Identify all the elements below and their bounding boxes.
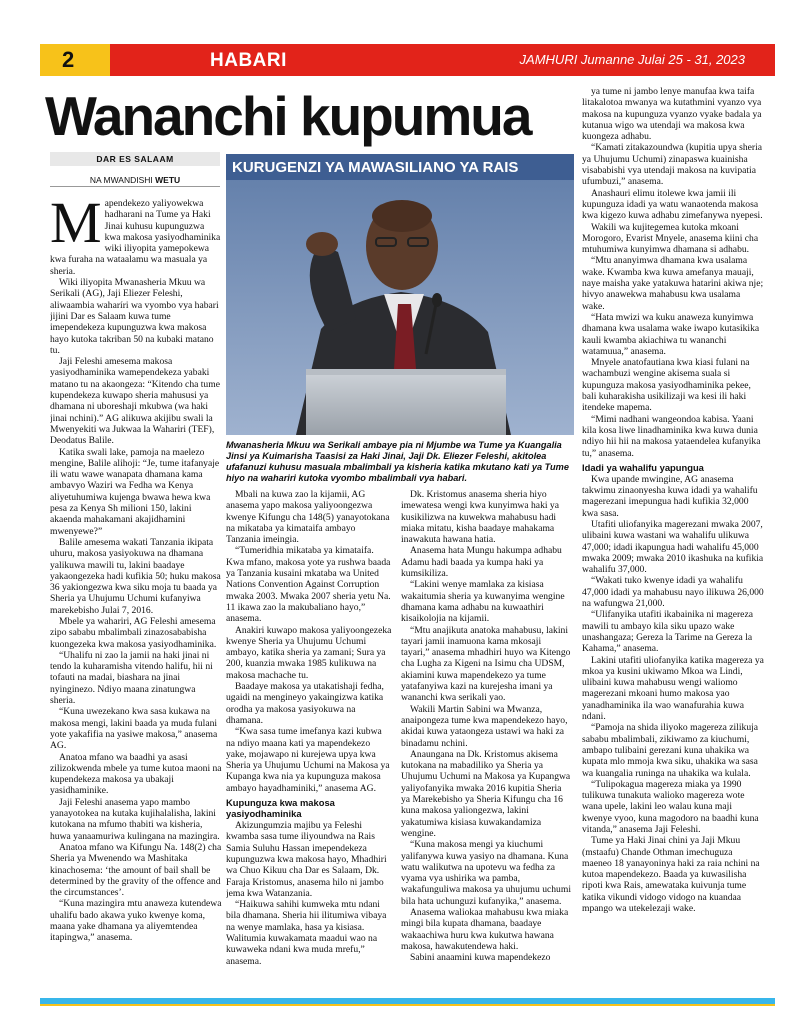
paragraph: “Kuna uwezekano kwa sasa kukawa na makosa mengi, lakini baada ya muda fulani yote yakafifia na yasiwe makosa,” anasema AG.	[50, 706, 218, 752]
column-2-body	[226, 489, 392, 794]
column-2-body-b	[226, 820, 392, 967]
section-title: HABARI	[210, 50, 287, 71]
paragraph: “Wakati tuko kwenye idadi ya wahalifu 47,000 idadi ya mahabusu nayo ilikuwa 26,000 na wafungwa 21,000.	[582, 575, 764, 610]
paragraph: Tume ya Haki Jinai chini ya Jaji Mkuu (mstaafu) Chande Othman imechuguza maeneo 18 yanayoninya haki za raia nchini na kutoa mapendekezo. Baada ya kuwasilisha ripoti kwa Rais, amewataka kuivunja tume katika vikundi vidogo vidogo na kuandaa mpango wa utekelezaji wake.	[582, 835, 760, 915]
column-1-body	[50, 198, 222, 944]
paragraph: “Haikuwa sahihi kumweka mtu ndani bila dhamana. Sheria hii ilitumiwa vibaya na wenye mamlaka, hasa ya kisiasa. Walitumia kuwakamata maadui wao na kuwaweka ndani kwa muda mrefu,” anasema.	[226, 899, 387, 967]
page-number-box	[40, 44, 110, 76]
paragraph: “Kuna mazingira mtu anaweza kutendewa uhalifu bado akawa yuko kwenye koma, maana yake dhamana ya aliyemtendea itapingwa,” anasema.	[50, 898, 222, 944]
paragraph: ya tume ni jambo lenye manufaa kwa taifa litakalotoa mwanya wa kutathmini vyanzo vya makosa na kupunguza vyanzo vyake badala ya kutanua wigo wa utendaji wa makosa kwa kuongeza adhabu.	[582, 86, 762, 143]
paragraph: “Pamoja na shida iliyoko magereza zilikuja sababu mbalimbali, zikiwamo za kiuchumi, ambapo tulibaini gerezani kuna uhakika wa kupata mlo mmoja kwa siku, uhakika wa sasa wa kuangalia runinga na uhakika wa kulala.	[582, 722, 759, 779]
byline-prefix: NA MWANDISHI	[89, 175, 156, 185]
paragraph: “Uhalifu ni zao la jamii na haki jinai ni tendo la kuharamisha vitendo halifu, hii ni tofauti na madai, biashara na jinai nyinginezo. Ndiyo maana zinatungwa sheria.	[50, 649, 213, 707]
backdrop-text: KURUGENZI YA MAWASILIANO YA RAIS	[232, 159, 519, 176]
paragraph: Lakini utafiti uliofanyika katika magereza ya mkoa ya kusini ukiwamo Mkoa wa Lindi, ulibaini kuwa mahabusu wengi waliomo magerezani mkoani humo makosa yao yanadhaminika ila wao wanafurahia kuwa ndani.	[582, 654, 764, 723]
paragraph: “Kwa sasa tume imefanya kazi kubwa na ndiyo maana kati ya mapendekezo yake, mojawapo ni kurejewa upya kwa Sheria ya Uhujumu Uchumi na Makosa ya Kupanga kwa nia ya kupunguza makosa ambayo hayadhaminiki,” anasema AG.	[226, 726, 390, 794]
paragraph: Utafiti uliofanyika magerezani mwaka 2007, ulibaini kuwa wastani wa wahalifu ulikuwa 47,000; idadi ikapungua hadi wahalifu 45,000 mwaka 2009; mwaka 2010 ikashuka na kufikia wahalifu 37,000.	[582, 518, 764, 576]
paragraph: “Tulipokagua magereza miaka ya 1990 tulikuwa tunakuta walioko magereza wote wana upele, lakini leo walau kuna maji kwenye vyoo, kuna magodoro na baadhi kuna vitanda,” anasema Jaji Feleshi.	[582, 778, 759, 835]
paragraph: “Mtu anajikuta anatoka mahabusu, lakini tayari jamii inamuona kama mkosaji tayari,” anasema mhadhiri huyo wa Kitengo cha Lugha za Kigeni na Isimu cha UDSM, akiamini kuwa mapendekezo ya tume yatafanyiwa kazi na kurejesha imani ya wananchi kwa serikali yao.	[401, 624, 571, 704]
byline	[50, 175, 220, 185]
paragraph: Akizungumzia majibu ya Feleshi kwamba sasa tume iliyoundwa na Rais Samia Suluhu Hassan imependekeza kupunguzwa kwa makosa hayo, Mhadhiri wa Chuo Kikuu cha Dar es Salaam, Dk. Faraja Kristomus, anasema hilo ni jambo jema kwa Watanzania.	[226, 820, 387, 899]
paragraph: Mnyele anatofautiana kwa kiasi fulani na wachambuzi wengine akisema suala si kupunguza makosa yasiyodhaminika pekee, bali kuharakisha usikilizaji wa kesi ili haki itendeke mapema.	[582, 357, 751, 414]
paragraph: Jaji Feleshi anasema yapo mambo yanayotokea na kutaka kujihalalisha, lakini kutokana na mfumo thabiti wa kisheria, huwa yanaamuriwa kulingana na mazingira.	[50, 796, 220, 842]
paragraph: Jaji Feleshi amesema makosa yasiyodhaminika wamependekeza yabaki matano tu na akaongeza: “Kitendo cha tume kupendekeza kuwapo sheria mahususi ya dhamana ni uboreshaji mkubwa (wa haki jinai nchini).” AG alikuwa akijibu swali la Mwenyekiti wa Jukwaa la Wahariri (TEF), Deodatus Balile.	[50, 356, 220, 447]
article-column-1	[50, 198, 222, 994]
paragraph: Dk. Kristomus anasema sheria hiyo imewatesa wengi kwa kunyimwa haki ya kusikilizwa na kuwekwa mahabusu hadi miaka mitatu, kisha baadaye mahakama inawakuta hawana hatia.	[401, 489, 559, 546]
footer-band-accent	[40, 1004, 775, 1006]
drop-cap: M	[50, 198, 102, 255]
page-number: 2	[62, 47, 75, 72]
byline-name: WETU	[155, 175, 181, 185]
paragraph: Wakili wa kujitegemea kutoka mkoani Morogoro, Evarist Mnyele, anasema kiini cha mtuhumiwa kunyimwa dhamana si adhabu.	[582, 221, 759, 256]
paper-date: JAMHURI Jumanne Julai 25 - 31, 2023	[519, 52, 745, 67]
section-band	[110, 44, 775, 76]
headline: Wananchi kupumua	[45, 85, 531, 147]
paragraph: Anatoa mfano wa Kifungu Na. 148(2) cha Sheria ya Mwenendo wa Mashitaka kinachosema: ‘the amount of bail shall be determined by the gravity of the offence and the circumstances’.	[50, 841, 222, 899]
article-column-2	[226, 489, 392, 994]
paragraph: “Lakini wenye mamlaka za kisiasa wakaitumia sheria ya kuwanyima wengine dhamana kama adhabu na kuwaathiri kisaikolojia na kijamii.	[401, 579, 565, 625]
speaker-photo-illustration	[226, 154, 574, 435]
subhead-kupunguza: Kupunguza kwa makosa yasiyodhaminika	[226, 797, 335, 820]
paragraph: Katika swali lake, pamoja na maelezo mengine, Balile alihoji: “Je, tume itafanyaje ili watu wawe wanapata dhamana kama ambavyo Waziri wa Fedha wa Kenya aliyetuhumiwa kujenga bwawa hewa kwa pesa za Kenya Sh milioni 150, lakini akaenda mahakamani akajidhamini mwenyewe?”	[50, 446, 220, 537]
subhead-idadi: Idadi ya wahalifu yapungua	[582, 461, 704, 473]
paragraph: “Kuna makosa mengi ya kiuchumi yalifanywa kuwa yasiyo na dhamana. Kuna watu walikutwa na upotevu wa fedha za vyama vya ushirika wa pamba, wakafunguliwa makosa ya uhujumu uchumi bila hata uchunguzi kufanyika,” anasema.	[401, 839, 571, 907]
paragraph: apendekezo yaliyowekwa hadharani na Tume ya Haki Jinai kuhusu kupunguzwa kwa makosa yasiyodhaminika wiki iliyopita yamepokewa kwa furaha na wataalamu wa masuala ya sheria.	[50, 198, 221, 277]
paragraph: Wiki iliyopita Mwanasheria Mkuu wa Serikali (AG), Jaji Eliezer Feleshi, aliwaambia waharíri wa vyombo vya habari jijini Dar es Salaam kuwa tume imependekeza kupunguzwa kwa makosa hayo kutoka takriban 50 na kubaki matano tu.	[50, 277, 219, 356]
page-header	[40, 44, 775, 76]
paragraph: Anashauri elimu itolewe kwa jamii ili kupunguza idadi ya watu wanaotenda makosa kwa kigezo kuwa adhabu zimefanywa nyepesi.	[582, 187, 763, 222]
column-3-body	[401, 489, 571, 963]
article-column-3	[401, 489, 571, 994]
dateline: DAR ES SALAAM	[50, 152, 220, 166]
column-4-body	[582, 86, 764, 459]
paragraph: Anaungana na Dk. Kristomus akisema kutokana na mabadiliko ya Sheria ya Uhujumu Uchumi na Makosa ya Kupangwa yaliyofanyika mwaka 2016 kupitia Sheria ya Marekebisho ya Sheria Kifungu cha 16 kuna makosa yaliongezwa, lakini yakatumiwa kisiasa kuwakandamiza wengine.	[401, 748, 571, 839]
paragraph: “Mimi nadhani wangeondoa kabisa. Yaani kila kosa liwe linadhaminika kwa kuwa dunia ndiyo hii hii na makosa yataendelea kufanyika tu,” anasema.	[582, 413, 761, 459]
paragraph: “Kamati zitakazoundwa (kupitia upya sheria ya Uhujumu Uchumi) zinapaswa kuainisha visababishi vya utendaji makosa na kuvipatia ufumbuzi,” anasema.	[582, 142, 763, 188]
paragraph: Anakiri kuwapo makosa yaliyoongezeka kwenye Sheria ya Uhujumu Uchumi ambayo, katika sheria ya zamani; Sura ya 200, kuanzia mwaka 1985 kulikuwa na makosa machache tu.	[226, 624, 392, 681]
paragraph: Anatoa mfano wa baadhi ya asasi zilizokwenda mbele ya tume kutoa maoni na kupendekeza makosa ya ubakaji yasidhaminike.	[50, 751, 222, 797]
paragraph: “Mtu ananyimwa dhamana kwa usalama wake. Kwamba kwa kuwa amefanya mauaji, naye maisha yake yatakuwa hatarini akiwa nje; hivyo anawekwa mahabusu kwa usalama wake.	[582, 255, 764, 312]
byline-rule	[50, 186, 220, 187]
article-column-4	[582, 86, 764, 994]
paragraph: Wakili Martin Sabini wa Mwanza, anaipongeza tume kwa mapendekezo hayo, akidai kuwa yataongeza ustawi wa haki za binadamu nchini.	[401, 703, 568, 749]
paragraph: “Hata mwizi wa kuku anaweza kunyimwa dhamana kwa usalama wake iwapo kutasikika kauli kwamba akiachiwa tu wananchi watamuua,” anasema.	[582, 311, 760, 357]
paragraph: Sabini anaamini kuwa mapendekezo	[410, 952, 551, 964]
paragraph: “Tumeridhia mikataba ya kimataifa. Kwa mfano, makosa yote ya rushwa baada ya Tanzania kusaini mkataba wa United Nations Convention Against Corruption mwaka 2003. Mwaka 2007 sheria yetu Na. 11 ikawa zao la makubaliano hayo,” anasema.	[226, 545, 391, 625]
paragraph: Baadaye makosa ya utakatishaji fedha, ugaidi na mengineyo yakaingizwa katika orodha ya makosa yasiyokuwa na dhamana.	[226, 681, 384, 726]
paragraph: Mbele ya wahariri, AG Feleshi amesema zipo sababu mbalimbali zinazosababisha kuongezeka kwa makosa yasiyodhaminika.	[50, 615, 217, 650]
column-4-body-b	[582, 474, 764, 915]
paragraph: Anasema hata Mungu hakumpa adhabu Adamu hadi baada ya kumpa haki ya kumsikiliza.	[401, 545, 562, 580]
paragraph: Balile amesema wakati Tanzania ikipata uhuru, makosa yasiyokuwa na dhamana yalikuwa mawili tu, lakini baadaye yakaongezeka hadi kufikia 50; huku makosa 36 yakiongezwa kwa siku moja tu baada ya Sheria ya Uhujumu Uchumi kufanyiwa marekebisho Julai 7, 2016.	[50, 536, 221, 616]
article-photo	[226, 154, 574, 435]
paragraph: Kwa upande mwingine, AG anasema takwimu zinaonyesha kuwa idadi ya wahalifu magerezani imepungua hadi kufikia 32,000 kwa sasa.	[582, 473, 758, 519]
paragraph: Anasema waliokaa mahabusu kwa miaka mingi bila kupata dhamana, baadaye wakaachiwa huru kwa kukutwa hawana makosa, hawakutendewa haki.	[401, 906, 569, 952]
photo-caption: Mwanasheria Mkuu wa Serikali ambaye pia ni Mjumbe wa Tume ya Kuangalia Jinsi ya Kuimarisha Taasisi za Haki Jinai, Jaji Dk. Eliezer Feleshi, akitolea ufafanuzi kuhusu masuala mbalimbali ya kisheria katika mkutano kati ya Tume hiyo na wahariri kutoka vyombo mbalimbali vya habari.	[226, 440, 569, 483]
paragraph: “Ulifanyika utafiti ikabainika ni magereza mawili tu ambayo kila siku upazo wake unashangaza; Gereza la Tarime na Gereza la Kahama,” anasema.	[582, 609, 753, 655]
paragraph: Mbali na kuwa zao la kijamii, AG anasema yapo makosa yaliyoongezwa kwenye Kifungu cha 148(5) yanayotokana na mikataba ya kimataifa ambayo Tanzania imeingia.	[226, 489, 390, 546]
